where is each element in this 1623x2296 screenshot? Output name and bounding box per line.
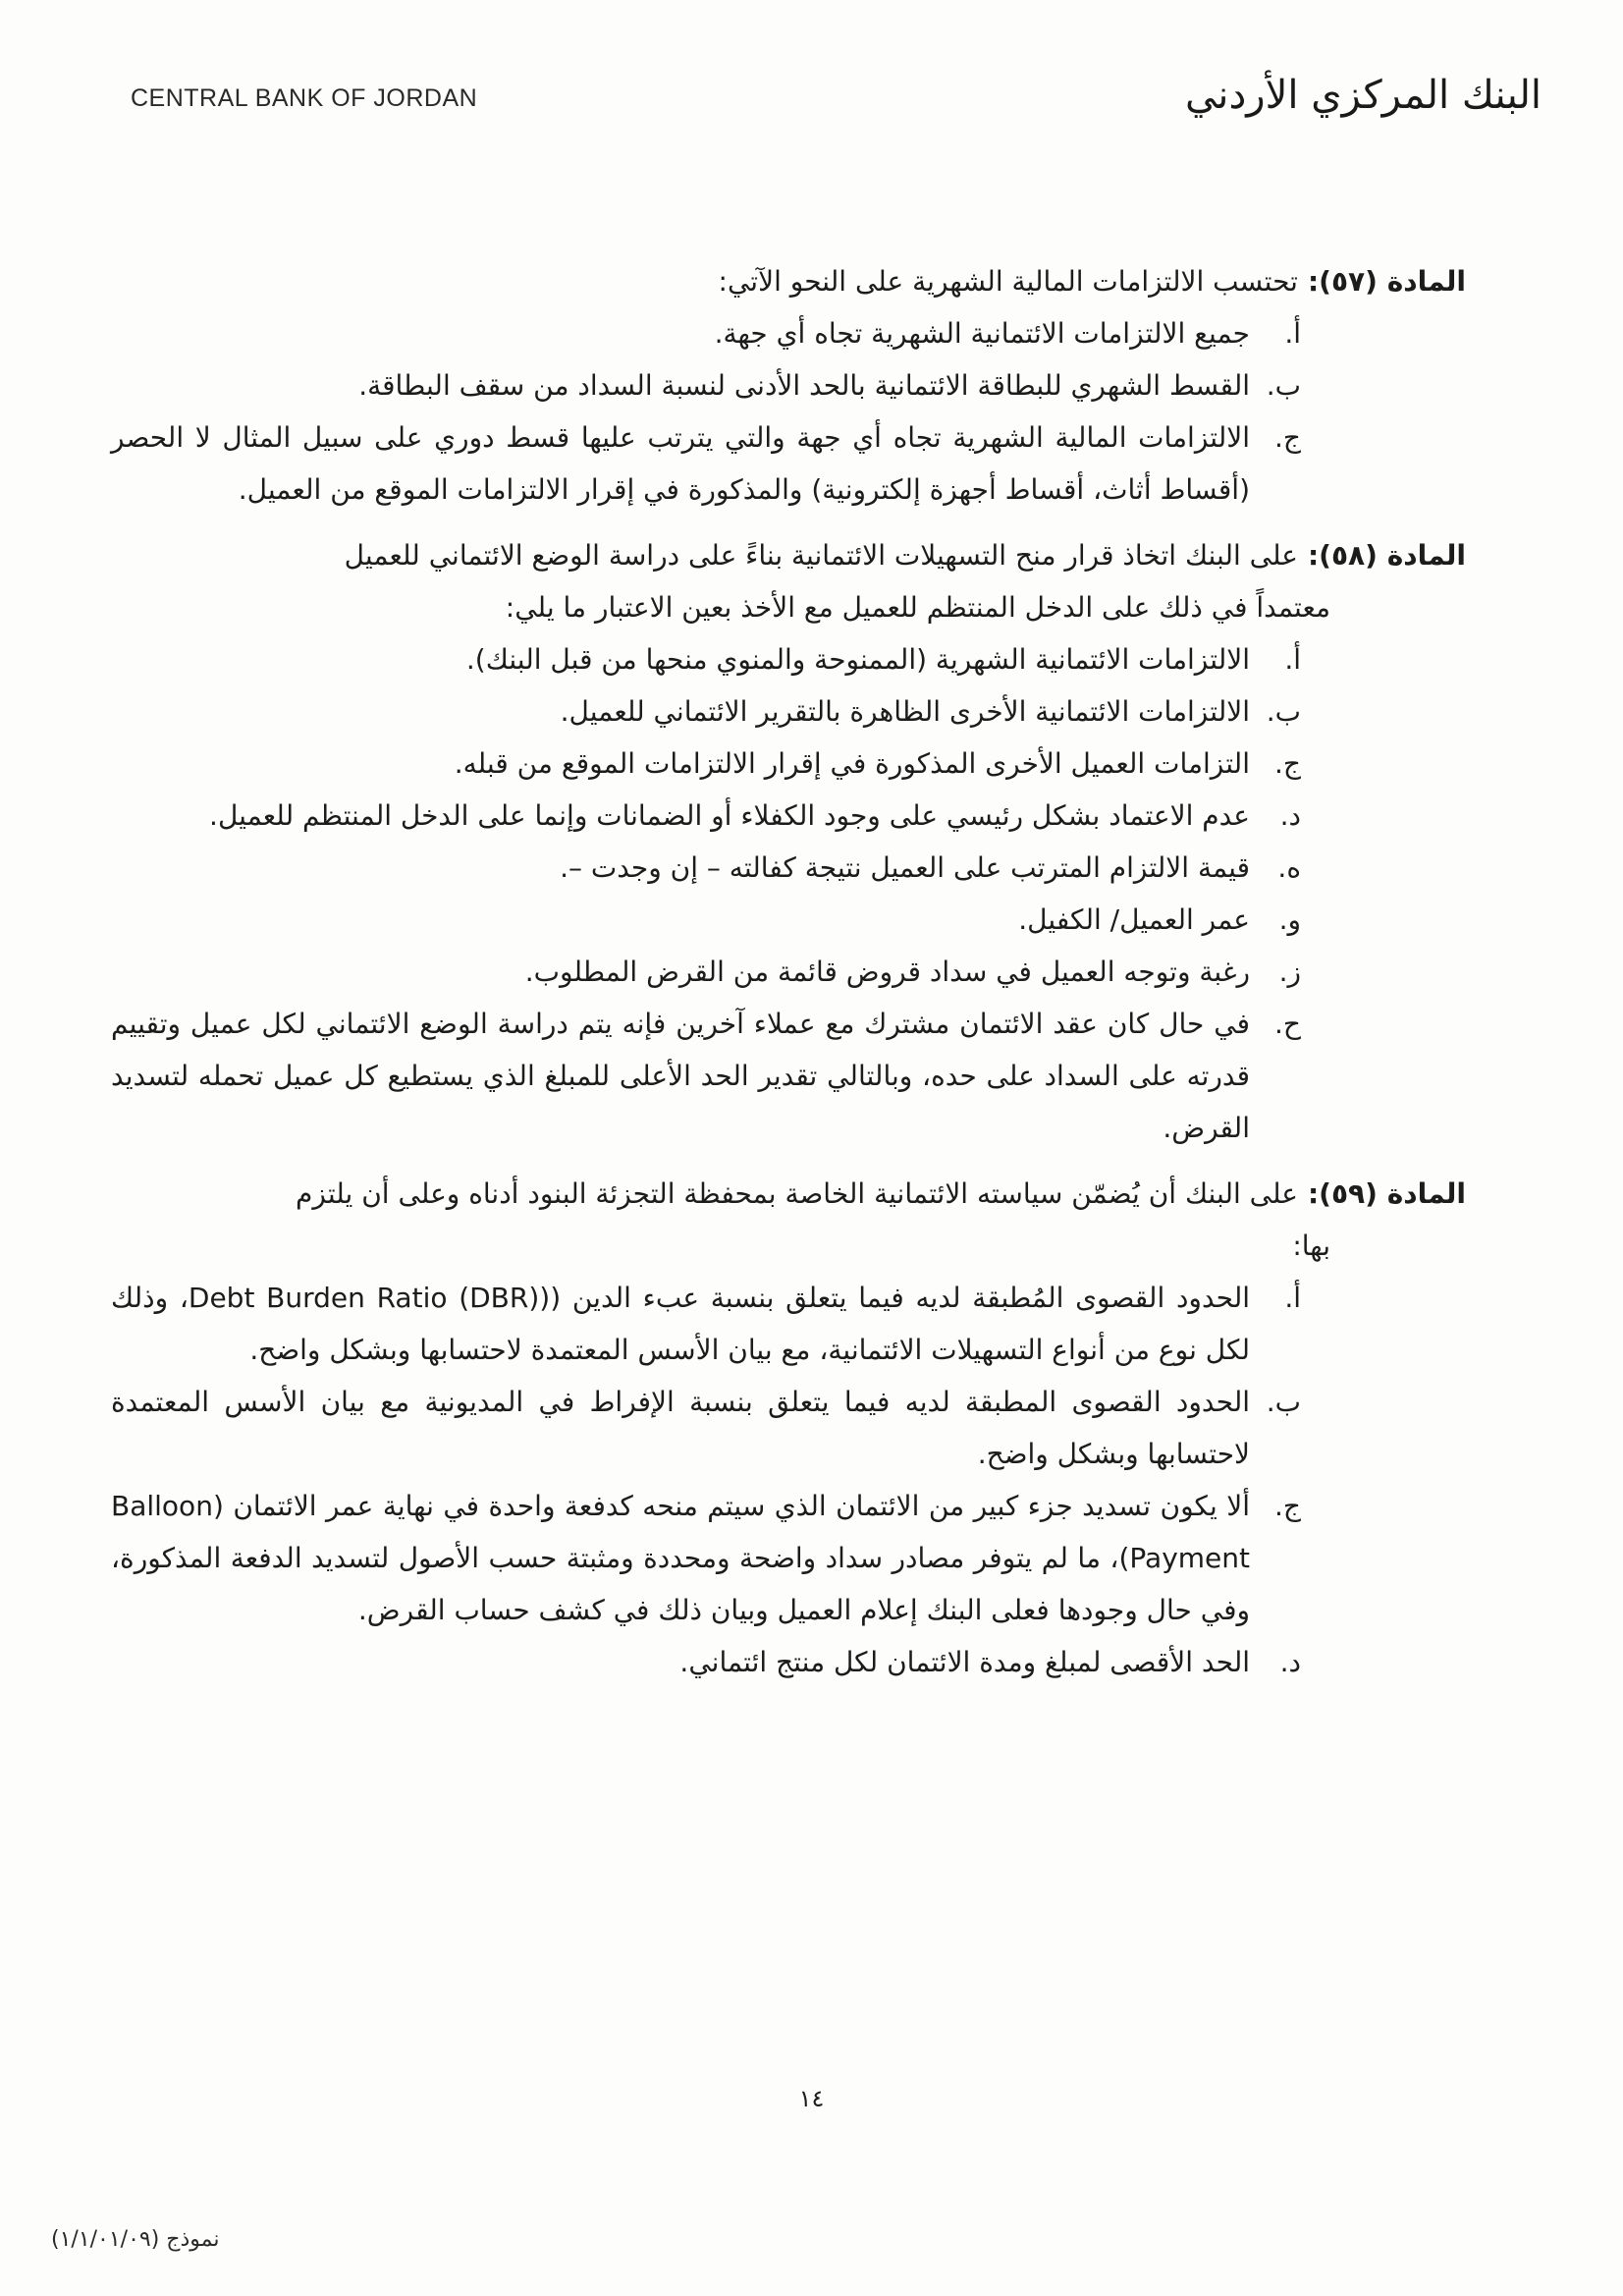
article-heading <box>111 255 1466 307</box>
item-letter: د. <box>1279 1646 1301 1678</box>
item-text: رغبة وتوجه العميل في سداد قروض قائمة من القرض المطلوب. <box>524 956 1250 988</box>
article-continuation: معتمداً في ذلك على الدخل المنتظم للعميل مع الأخذ بعين الاعتبار ما يلي: <box>505 591 1330 624</box>
article-58 <box>111 529 1466 1154</box>
article-heading <box>111 529 1466 581</box>
item-text: الحدود القصوى المُطبقة لديه فيما يتعلق بنسبة عبء الدين ((Debt Burden Ratio (DBR)، وذلك لكل نوع من أنواع التسهيلات الائتمانية، مع بيان الأسس المعتمدة لاحتسابها وبشكل واضح. <box>111 1282 1251 1366</box>
list-item <box>111 842 1466 894</box>
item-letter: ب. <box>1266 1386 1301 1418</box>
item-letter: ه. <box>1277 851 1301 884</box>
list-item <box>111 685 1466 738</box>
page-number: ١٤ <box>798 2085 825 2112</box>
item-letter: ح. <box>1274 1008 1301 1040</box>
article-label: المادة (٥٨): <box>1307 539 1466 572</box>
document-body <box>111 255 1466 1702</box>
list-item <box>111 411 1466 516</box>
article-items <box>111 1272 1466 1688</box>
list-item <box>111 946 1466 998</box>
item-letter: و. <box>1278 903 1301 936</box>
item-letter: ب. <box>1266 695 1301 728</box>
item-letter: د. <box>1279 799 1301 832</box>
item-letter: أ. <box>1284 643 1301 676</box>
article-57 <box>111 255 1466 516</box>
list-item <box>111 307 1466 359</box>
item-text: عدم الاعتماد بشكل رئيسي على وجود الكفلاء أو الضمانات وإنما على الدخل المنتظم للعميل. <box>209 799 1250 832</box>
item-letter: أ. <box>1284 317 1301 350</box>
item-letter: ج. <box>1274 747 1301 780</box>
list-item <box>111 359 1466 411</box>
header-english-title: CENTRAL BANK OF JORDAN <box>131 84 478 112</box>
list-item <box>111 738 1466 790</box>
form-code: نموذج (١/١/٠١/٠٩) <box>51 2227 220 2252</box>
list-item <box>111 998 1466 1154</box>
article-label: المادة (٥٧): <box>1307 265 1466 298</box>
list-item <box>111 1480 1466 1636</box>
item-letter: أ. <box>1284 1282 1301 1314</box>
item-letter: ز. <box>1278 956 1301 988</box>
list-item <box>111 790 1466 842</box>
item-text: الالتزامات الائتمانية الأخرى الظاهرة بالتقرير الائتماني للعميل. <box>560 695 1250 728</box>
item-text: الحد الأقصى لمبلغ ومدة الائتمان لكل منتج ائتماني. <box>679 1646 1250 1678</box>
article-continuation: بها: <box>1292 1230 1330 1262</box>
article-label: المادة (٥٩): <box>1307 1177 1466 1210</box>
list-item <box>111 1636 1466 1688</box>
item-text: ألا يكون تسديد جزء كبير من الائتمان الذي سيتم منحه كدفعة واحدة في نهاية عمر الائتمان (Balloon Payment)، ما لم يتوفر مصادر سداد واضحة ومحددة ومثبتة حسب الأصول لتسديد الدفعة المذكورة، وفي حال وجودها فعلى البنك إعلام العميل وبيان ذلك في كشف حساب القرض. <box>111 1490 1250 1626</box>
item-letter: ج. <box>1274 1490 1301 1522</box>
list-item <box>111 894 1466 946</box>
item-letter: ب. <box>1266 369 1301 402</box>
item-text: التزامات العميل الأخرى المذكورة في إقرار الالتزامات الموقع من قبله. <box>454 747 1250 780</box>
item-text: القسط الشهري للبطاقة الائتمانية بالحد الأدنى لنسبة السداد من سقف البطاقة. <box>358 369 1250 402</box>
article-59 <box>111 1168 1466 1688</box>
article-items <box>111 307 1466 516</box>
header-arabic-logo-text: البنك المركزي الأردني <box>1184 73 1542 118</box>
list-item <box>111 1272 1466 1376</box>
item-text: الحدود القصوى المطبقة لديه فيما يتعلق بنسبة الإفراط في المديونية مع بيان الأسس المعتمدة لاحتسابها وبشكل واضح. <box>111 1386 1250 1470</box>
item-letter: ج. <box>1274 421 1301 454</box>
list-item <box>111 633 1466 685</box>
item-text: جميع الالتزامات الائتمانية الشهرية تجاه أي جهة. <box>714 317 1250 350</box>
item-text: عمر العميل/ الكفيل. <box>1018 903 1250 936</box>
item-text: قيمة الالتزام المترتب على العميل نتيجة كفالته – إن وجدت –. <box>560 851 1250 884</box>
item-text: الالتزامات المالية الشهرية تجاه أي جهة والتي يترتب عليها قسط دوري على سبيل المثال لا الحصر (أقساط أثاث، أقساط أجهزة إلكترونية) والمذكورة في إقرار الالتزامات الموقع من العميل. <box>111 421 1250 506</box>
article-text: تحتسب الالتزامات المالية الشهرية على النحو الآتي: <box>718 265 1298 298</box>
article-text: على البنك اتخاذ قرار منح التسهيلات الائتمانية بناءً على دراسة الوضع الائتماني للعميل <box>344 539 1298 572</box>
item-text: الالتزامات الائتمانية الشهرية (الممنوحة والمنوي منحها من قبل البنك). <box>465 643 1250 676</box>
item-text: في حال كان عقد الائتمان مشترك مع عملاء آخرين فإنه يتم دراسة الوضع الائتماني لكل عميل وتقييم قدرته على السداد على حده، وبالتالي تقدير الحد الأعلى للمبلغ الذي يستطيع كل عميل تحمله لتسديد القرض. <box>111 1008 1250 1144</box>
article-text: على البنك أن يُضمّن سياسته الائتمانية الخاصة بمحفظة التجزئة البنود أدناه وعلى أن يلتزم <box>296 1177 1298 1210</box>
list-item <box>111 1376 1466 1480</box>
article-items <box>111 633 1466 1154</box>
article-heading <box>111 1168 1466 1220</box>
